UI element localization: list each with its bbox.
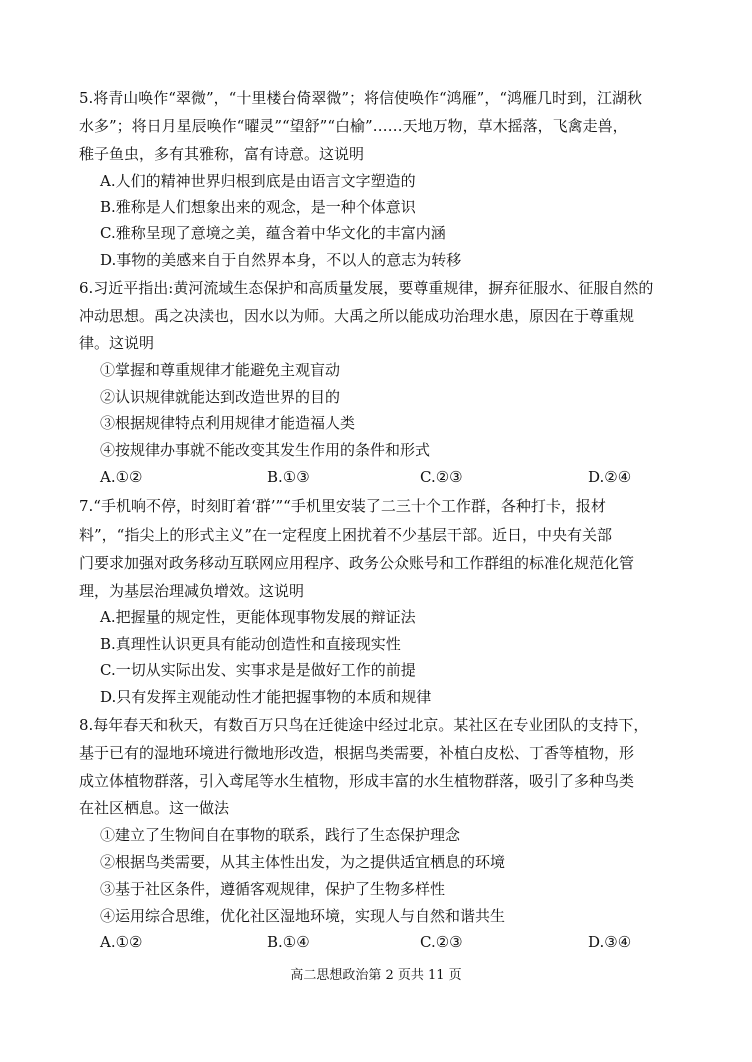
question-7-option-b: B.真理性认识更具有能动创造性和直接现实性 bbox=[100, 635, 401, 653]
question-8-choice-a: A.①② bbox=[100, 933, 143, 951]
question-7-line-4: 理，为基层治理减负增效。这说明 bbox=[79, 582, 305, 600]
question-6-choice-b: B.①③ bbox=[267, 468, 310, 486]
question-8-choice-c: C.②③ bbox=[420, 933, 463, 951]
question-5-option-c: C.雅称呈现了意境之美，蕴含着中华文化的丰富内涵 bbox=[100, 224, 446, 242]
question-7-line-3: 门要求加强对政务移动互联网应用程序、政务公众账号和工作群组的标准化规范化管 bbox=[79, 554, 635, 572]
question-5-line-2: 水多”；将日月星辰唤作“曜灵”“望舒”“白榆”……天地万物，草木摇落，飞禽走兽， bbox=[79, 117, 628, 135]
question-5-line-1: 5.将青山唤作“翠微”，“十里楼台倚翠微”；将信使唤作“鸿雁”，“鸿雁几时到，江湖秋 bbox=[79, 89, 642, 107]
question-6-line-3: 律。这说明 bbox=[79, 334, 155, 352]
question-8-statement-3: ③基于社区条件，遵循客观规律，保护了生物多样性 bbox=[100, 880, 446, 898]
question-6-statement-4: ④按规律办事就不能改变其发生作用的条件和形式 bbox=[100, 441, 431, 459]
question-6-statement-2: ②认识规律就能达到改造世界的目的 bbox=[100, 388, 341, 406]
question-6-choice-a: A.①② bbox=[100, 468, 143, 486]
question-5-option-a: A.人们的精神世界归根到底是由语言文字塑造的 bbox=[100, 172, 416, 190]
question-7-option-c: C.一切从实际出发、实事求是是做好工作的前提 bbox=[100, 661, 416, 679]
page-footer: 高二思想政治第 2 页共 11 页 bbox=[290, 968, 462, 983]
question-8-statement-1: ①建立了生物间自在事物的联系，践行了生态保护理念 bbox=[100, 826, 461, 844]
question-8-statement-2: ②根据鸟类需要，从其主体性出发，为之提供适宜栖息的环境 bbox=[100, 853, 506, 871]
question-5-line-3: 稚子鱼虫，多有其雅称，富有诗意。这说明 bbox=[79, 145, 365, 163]
question-8-line-1: 8.每年春天和秋天，有数百万只鸟在迁徙途中经过北京。某社区在专业团队的支持下， bbox=[79, 716, 649, 734]
question-8-choice-b: B.①④ bbox=[267, 933, 310, 951]
question-8-choice-d: D.③④ bbox=[588, 933, 632, 951]
question-5-option-d: D.事物的美感来自于自然界本身，不以人的意志为转移 bbox=[100, 251, 462, 269]
question-6-statement-1: ①掌握和尊重规律才能避免主观盲动 bbox=[100, 361, 341, 379]
question-8-line-4: 在社区栖息。这一做法 bbox=[79, 799, 230, 817]
question-7-line-1: 7.“手机响不停，时刻盯着‘群’”“手机里安装了二三十个工作群，各种打卡，报材 bbox=[79, 497, 606, 515]
question-6-line-1: 6.习近平指出:黄河流域生态保护和高质量发展，要尊重规律，摒弃征服水、征服自然的 bbox=[79, 279, 654, 297]
question-7-line-2: 料”，“指尖上的形式主义”在一定程度上困扰着不少基层干部。近日，中央有关部 bbox=[79, 526, 613, 544]
question-7-option-a: A.把握量的规定性，更能体现事物发展的辩证法 bbox=[100, 608, 416, 626]
question-8-line-2: 基于已有的湿地环境进行微地形改造，根据鸟类需要，补植白皮松、丁香等植物，形 bbox=[79, 744, 635, 762]
question-6-line-2: 冲动思想。禹之决渎也，因水以为师。大禹之所以能成功治理水患，原因在于尊重规 bbox=[79, 307, 635, 325]
question-6-choice-d: D.②④ bbox=[588, 468, 632, 486]
question-8-line-3: 成立体植物群落，引入鸢尾等水生植物，形成丰富的水生植物群落，吸引了多种鸟类 bbox=[79, 772, 635, 790]
question-8-statement-4: ④运用综合思维，优化社区湿地环境，实现人与自然和谐共生 bbox=[100, 907, 506, 925]
question-7-option-d: D.只有发挥主观能动性才能把握事物的本质和规律 bbox=[100, 688, 432, 706]
question-6-choice-c: C.②③ bbox=[420, 468, 463, 486]
question-6-statement-3: ③根据规律特点利用规律才能造福人类 bbox=[100, 414, 356, 432]
question-5-option-b: B.雅称是人们想象出来的观念，是一种个体意识 bbox=[100, 198, 416, 216]
